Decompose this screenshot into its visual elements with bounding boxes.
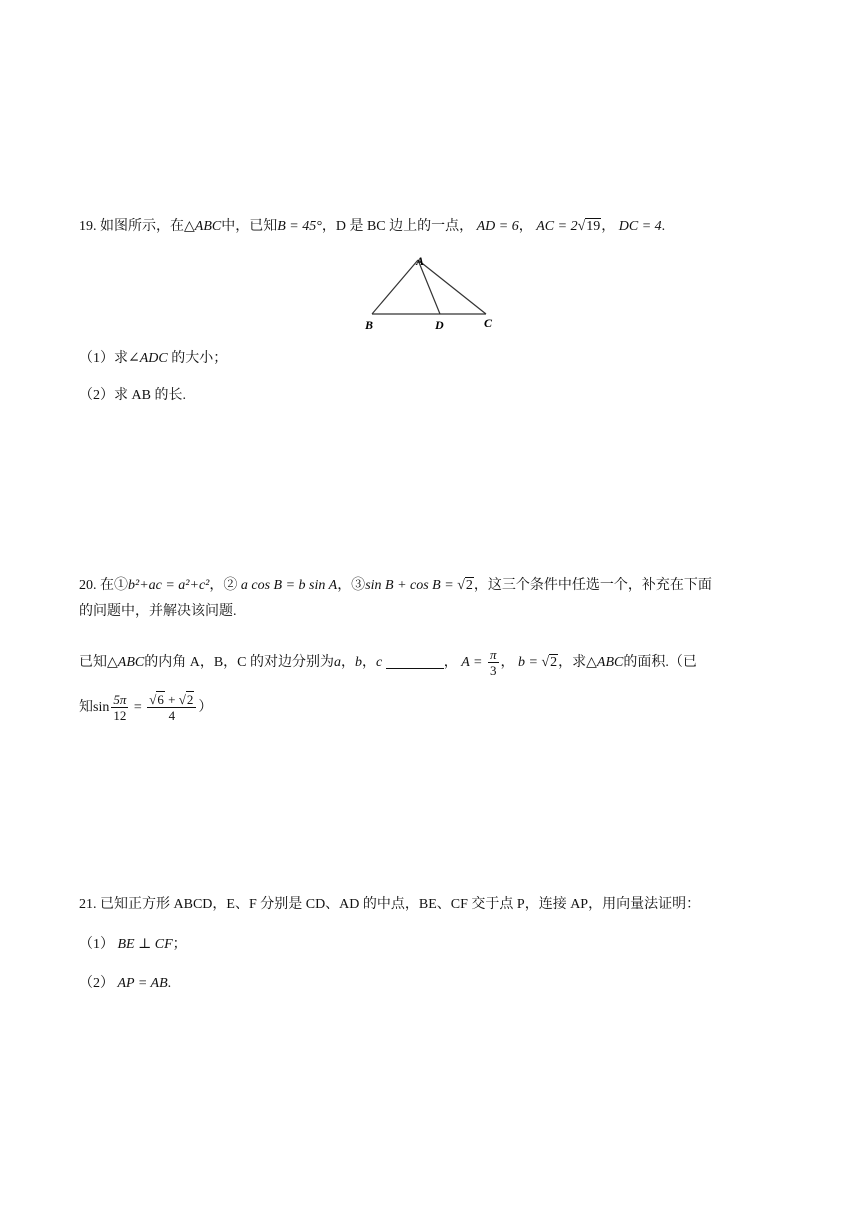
q21-part2-end: . bbox=[167, 976, 172, 991]
q19-part1-prefix: （1）求 bbox=[79, 351, 128, 366]
fraction-numerator bbox=[147, 692, 196, 708]
segment-ac bbox=[418, 260, 486, 314]
q19-part1-suffix: 的大小； bbox=[171, 351, 228, 366]
q19-intro-a: 如图所示，在 bbox=[100, 219, 184, 234]
q20-ask-triangle: △ABC bbox=[586, 655, 624, 670]
q20-hint-close: ） bbox=[198, 700, 213, 715]
q19-part1 bbox=[79, 350, 227, 368]
q20-line2: 的问题中，并解决该问题. bbox=[79, 604, 237, 619]
q21-part1-label: （1） bbox=[79, 937, 114, 952]
q20-given-prefix: 已知 bbox=[79, 655, 107, 670]
answer-blank[interactable] bbox=[386, 654, 444, 669]
q19-intro-b: 中，已知 bbox=[221, 219, 278, 234]
q19-angle-b: B = 45° bbox=[277, 219, 322, 234]
pi-over-3-fraction bbox=[488, 647, 499, 678]
q19-intro-c: ，D 是 BC 边上的一点， bbox=[321, 219, 474, 234]
five-pi-over-12-fraction bbox=[111, 692, 128, 723]
q20-triangle: △ABC bbox=[107, 655, 145, 670]
q19-number: 19. bbox=[79, 219, 97, 234]
q20-ask-suffix: 的面积.（已 bbox=[623, 655, 697, 670]
q19-ac-sqrt: √19 bbox=[577, 219, 601, 234]
q20-cond3-sqrt: √2 bbox=[457, 578, 473, 593]
sqrt-2: √2 bbox=[178, 692, 194, 708]
q19-ad: AD = 6 bbox=[476, 219, 519, 234]
label-a: A bbox=[416, 254, 425, 268]
q19-ac: AC = 2 bbox=[536, 219, 578, 234]
q20-cond3-radicand: 2 bbox=[465, 578, 473, 593]
q20-var-b: b bbox=[355, 655, 363, 670]
q19-statement bbox=[79, 218, 665, 236]
q20-var-a: a bbox=[334, 655, 342, 670]
q20-comma: ， bbox=[362, 655, 377, 670]
fraction-denominator: 3 bbox=[489, 663, 497, 679]
q21-statement bbox=[79, 896, 700, 914]
label-c: C bbox=[484, 316, 493, 330]
q20-condition-2: a cos B = b sin A bbox=[240, 578, 338, 593]
q19-part2: （2）求 AB 的长. bbox=[79, 388, 186, 403]
q20-hint bbox=[79, 690, 212, 726]
q21-part1 bbox=[79, 936, 187, 954]
q19-ac-radicand: 19 bbox=[586, 219, 601, 234]
q20-sep: ，③ bbox=[337, 578, 366, 593]
q20-angle-a: A = bbox=[461, 655, 486, 670]
q20-condition-1: b²+ac = a²+c² bbox=[128, 578, 210, 593]
q19-end: . bbox=[661, 219, 666, 234]
label-b: B bbox=[365, 318, 374, 332]
q19-dc: DC = 4 bbox=[618, 219, 662, 234]
q19-sep: ， bbox=[518, 219, 533, 234]
q20-hint-sin: sin bbox=[93, 700, 110, 715]
sqrt-6: √6 bbox=[149, 692, 164, 708]
radicand-6: 6 bbox=[157, 692, 164, 708]
q20-comma: ， bbox=[500, 655, 515, 670]
radicand-2: 2 bbox=[186, 692, 194, 708]
q20-cond-prefix: 在① bbox=[100, 578, 128, 593]
q21-part2-math: AP = AB bbox=[117, 976, 168, 991]
sqrt-sum-over-4-fraction bbox=[147, 692, 196, 723]
q20-b-radicand: 2 bbox=[550, 655, 558, 670]
q20-var-c: c bbox=[376, 655, 383, 670]
fraction-numerator: π bbox=[489, 647, 497, 663]
q19-part1-angle: ∠ADC bbox=[128, 351, 168, 366]
q20-given-text: 的内角 A，B，C 的对边分别为 bbox=[144, 655, 335, 670]
q20-sep: ，② bbox=[209, 578, 238, 593]
plus-sign: + bbox=[164, 692, 179, 708]
label-d: D bbox=[435, 318, 444, 332]
q20-cond-tail: ，这三个条件中任选一个，补充在下面 bbox=[473, 578, 712, 593]
q20-given bbox=[79, 646, 697, 680]
q21-number: 21. bbox=[79, 897, 97, 912]
q20-b-sqrt: √2 bbox=[541, 655, 558, 670]
fraction-numerator: 5π bbox=[113, 692, 127, 708]
q21-statement-text: 已知正方形 ABCD，E、F 分别是 CD、AD 的中点，BE、CF 交于点 P，连接 AP，用向量法证明： bbox=[100, 897, 701, 912]
q20-condition-3: sin B + cos B = bbox=[365, 578, 458, 593]
q19-triangle: △ABC bbox=[184, 219, 222, 234]
q21-part1-math: BE ⊥ CF bbox=[117, 937, 173, 952]
q20-hint-prefix: 知 bbox=[79, 700, 93, 715]
q19-sep: ， bbox=[601, 219, 616, 234]
q21-part1-end: ； bbox=[172, 937, 187, 952]
fraction-denominator: 12 bbox=[113, 708, 127, 724]
q21-part2 bbox=[79, 975, 171, 993]
q20-comma: ， bbox=[443, 655, 458, 670]
q20-b-equals: b = bbox=[518, 655, 542, 670]
q20-ask-prefix: ，求 bbox=[558, 655, 587, 670]
triangle-figure bbox=[360, 250, 500, 336]
q21-part2-label: （2） bbox=[79, 976, 114, 991]
q20-number: 20. bbox=[79, 578, 97, 593]
segment-ab bbox=[372, 260, 418, 314]
q20-comma: ， bbox=[341, 655, 356, 670]
fraction-denominator: 4 bbox=[168, 708, 176, 724]
q20-conditions bbox=[79, 577, 712, 595]
q20-hint-equals: = bbox=[130, 700, 146, 715]
